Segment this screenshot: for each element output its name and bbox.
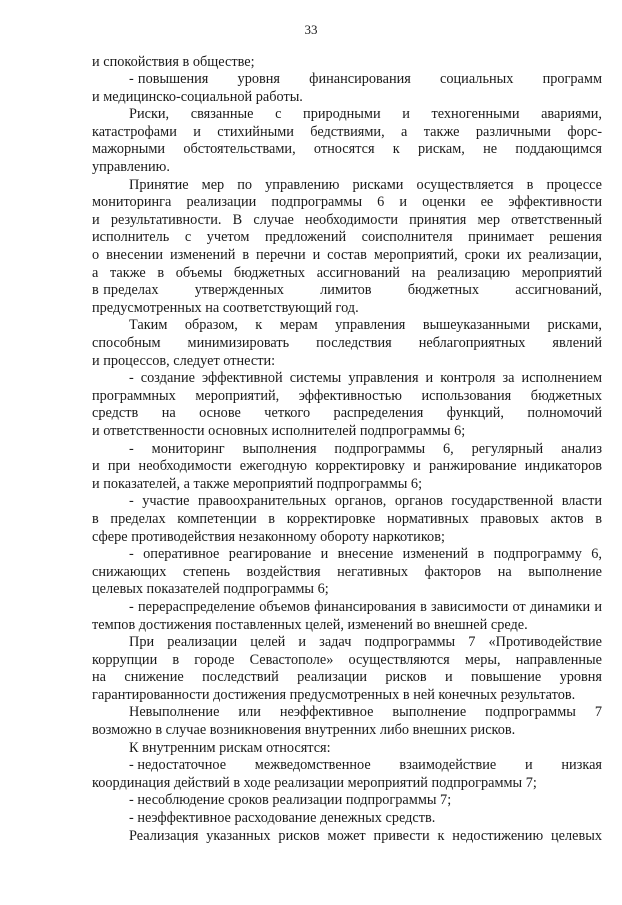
paragraph xyxy=(92,493,602,546)
text-line: - оперативное реагирование и внесение изменений в подпрограмму 6, xyxy=(129,546,602,563)
text-line: предусмотренных на соответствующий год. xyxy=(92,299,359,316)
text-line: целевых показателей подпрограммы 6; xyxy=(92,581,329,598)
text-line: - создание эффективной системы управления и контроля за исполнением xyxy=(129,370,602,387)
text-line: - повышения уровня финансирования социальных программ xyxy=(129,71,602,88)
text-line: К внутренним рискам относятся: xyxy=(129,739,331,756)
text-line: а также в объемы бюджетных ассигнований на реализацию мероприятий xyxy=(92,264,602,281)
document-body xyxy=(92,54,602,846)
paragraph xyxy=(92,106,602,176)
text-line: и ответственности основных исполнителей подпрограммы 6; xyxy=(92,422,466,439)
text-line: и показателей, а также мероприятий подпрограммы 6; xyxy=(92,475,423,492)
text-line: Реализация указанных рисков может привести к недостижению целевых xyxy=(129,827,602,844)
paragraph xyxy=(92,546,602,599)
text-line: и спокойствия в обществе; xyxy=(92,53,255,70)
paragraph xyxy=(92,757,602,792)
paragraph xyxy=(92,828,602,846)
text-line: При реализации целей и задач подпрограммы 7 «Противодействие xyxy=(129,634,602,651)
text-line: - несоблюдение сроков реализации подпрограммы 7; xyxy=(129,792,452,809)
text-line: темпов достижения поставленных целей, изменений во внешней среде. xyxy=(92,616,528,633)
paragraph xyxy=(92,792,602,810)
text-line: и при необходимости ежегодную корректировку и ранжирование индикаторов xyxy=(92,458,602,475)
text-line: средств на основе четкого распределения функций, полномочий xyxy=(92,405,602,422)
text-line: в пределах утвержденных лимитов бюджетных ассигнований, xyxy=(92,282,602,299)
text-line: - мониторинг выполнения подпрограммы 6, регулярный анализ xyxy=(129,440,602,457)
paragraph xyxy=(92,634,602,704)
page-number: 33 xyxy=(304,22,318,37)
text-line: и процессов, следует отнести: xyxy=(92,352,276,369)
text-line: катастрофами и стихийными бедствиями, а также различными форс- xyxy=(92,123,602,140)
paragraph xyxy=(92,54,602,72)
text-line: - неэффективное расходование денежных средств. xyxy=(129,810,436,827)
text-line: коррупции в городе Севастополе» осуществляются меры, направленные xyxy=(92,651,602,668)
paragraph xyxy=(92,704,602,739)
paragraph xyxy=(92,441,602,494)
text-line: снижающих степень воздействия негативных факторов на выполнение xyxy=(92,563,602,580)
text-line: координация действий в ходе реализации мероприятий подпрограммы 7; xyxy=(92,774,537,791)
text-line: и медицинско-социальной работы. xyxy=(92,88,303,105)
text-line: сфере противодействия незаконному обороту наркотиков; xyxy=(92,528,445,545)
text-line: о внесении изменений в перечни и состав мероприятий, сроки их реализации, xyxy=(92,247,602,264)
text-line: Риски, связанные с природными и техногенными авариями, xyxy=(129,106,602,123)
paragraph xyxy=(92,71,602,106)
text-line: возможно в случае возникновения внутренних либо внешних рисков. xyxy=(92,722,516,739)
text-line: Таким образом, к мерам управления вышеуказанными рисками, xyxy=(129,317,602,334)
text-line: в пределах компетенции в корректировке нормативных правовых актов в xyxy=(92,510,602,527)
paragraph xyxy=(92,740,602,758)
text-line: - участие правоохранительных органов, органов государственной власти xyxy=(129,493,602,510)
paragraph xyxy=(92,370,602,440)
text-line: исполнитель с учетом предложений соисполнителя принимает решения xyxy=(92,229,602,246)
paragraph xyxy=(92,810,602,828)
text-line: мониторинга реализации подпрограммы 6 и оценки ее эффективности xyxy=(92,194,602,211)
text-line: Принятие мер по управлению рисками осуществляется в процессе xyxy=(129,176,602,193)
text-line: мажорными обстоятельствами, относятся к рискам, не поддающимся xyxy=(92,141,602,158)
text-line: - перераспределение объемов финансирования в зависимости от динамики и xyxy=(129,598,602,615)
text-line: гарантированности достижения предусмотренных в ней конечных результатов. xyxy=(92,686,576,703)
text-line: - недостаточное межведомственное взаимодействие и низкая xyxy=(129,757,602,774)
paragraph xyxy=(92,317,602,370)
text-line: способным минимизировать последствия неблагоприятных явлений xyxy=(92,335,602,351)
text-line: Невыполнение или неэффективное выполнение подпрограммы 7 xyxy=(129,704,602,721)
text-line: и результативности. В случае необходимости принятия мер ответственный xyxy=(92,211,602,228)
paragraph xyxy=(92,177,602,318)
text-line: управлению. xyxy=(92,159,170,176)
paragraph xyxy=(92,599,602,634)
text-line: программных мероприятий, эффективностью использования бюджетных xyxy=(92,387,602,404)
text-line: на снижение последствий реализации рисков и повышение уровня xyxy=(92,669,602,686)
